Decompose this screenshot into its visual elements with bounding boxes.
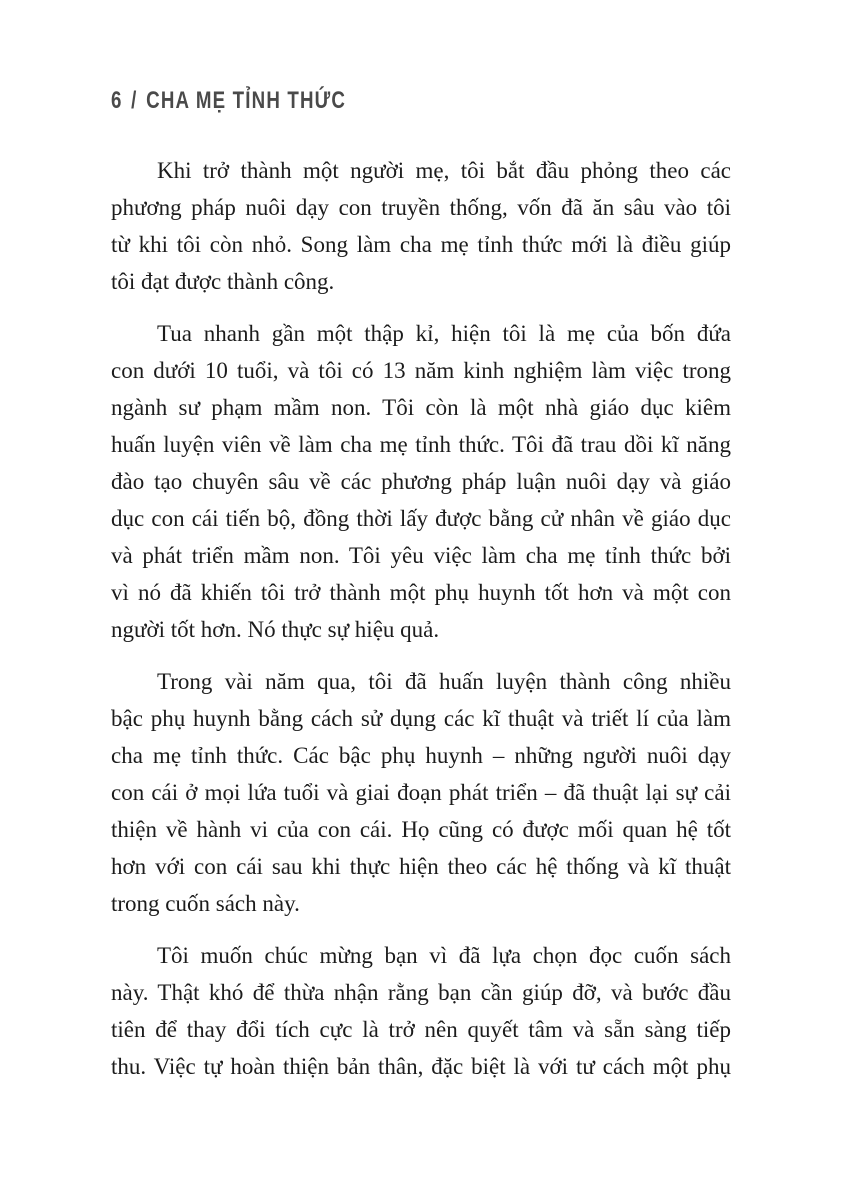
text-line: thu. Việc tự hoàn thiện bản thân, đặc biệt là với tư cách một phụ (111, 1054, 731, 1079)
page-content (111, 88, 731, 1085)
text-line: và phát triển mầm non. Tôi yêu việc làm cha mẹ tỉnh thức bởi (111, 543, 731, 568)
text-line: huấn luyện viên về làm cha mẹ tỉnh thức. Tôi đã trau dồi kĩ năng (111, 432, 731, 457)
running-title: CHA MẸ TỈNH THỨC (146, 87, 347, 114)
text-line: tiên để thay đổi tích cực là trở nên quyết tâm và sẵn sàng tiếp (111, 1017, 731, 1042)
text-line: dục con cái tiến bộ, đồng thời lấy được bằng cử nhân về giáo dục (111, 506, 731, 531)
page-body (111, 152, 731, 1085)
text-line: này. Thật khó để thừa nhận rằng bạn cần giúp đỡ, và bước đầu (111, 980, 731, 1005)
text-line: hơn với con cái sau khi thực hiện theo các hệ thống và kĩ thuật (111, 854, 731, 879)
text-line: phương pháp nuôi dạy con truyền thống, vốn đã ăn sâu vào tôi (111, 195, 731, 220)
paragraph (111, 937, 731, 1085)
text-line: vì nó đã khiến tôi trở thành một phụ huynh tốt hơn và một con (111, 580, 731, 605)
text-line: từ khi tôi còn nhỏ. Song làm cha mẹ tỉnh thức mới là điều giúp (111, 232, 731, 257)
page-number: 6 (111, 87, 123, 114)
text-line: con cái ở mọi lứa tuổi và giai đoạn phát triển – đã thuật lại sự cải (111, 780, 731, 805)
text-line: Tôi muốn chúc mừng bạn vì đã lựa chọn đọc cuốn sách (157, 943, 731, 968)
text-line: Khi trở thành một người mẹ, tôi bắt đầu phỏng theo các (157, 158, 731, 183)
text-line: bậc phụ huynh bằng cách sử dụng các kĩ thuật và triết lí của làm (111, 706, 731, 731)
text-line: Tua nhanh gần một thập kỉ, hiện tôi là mẹ của bốn đứa (157, 321, 731, 346)
text-line: tôi đạt được thành công. (111, 269, 335, 294)
running-header (111, 88, 595, 113)
paragraph (111, 152, 731, 300)
text-line: đào tạo chuyên sâu về các phương pháp luận nuôi dạy và giáo (111, 469, 731, 494)
text-line: ngành sư phạm mầm non. Tôi còn là một nhà giáo dục kiêm (111, 395, 731, 420)
text-line: trong cuốn sách này. (111, 891, 300, 916)
paragraph (111, 663, 731, 922)
header-separator: / (131, 87, 138, 114)
text-line: cha mẹ tỉnh thức. Các bậc phụ huynh – những người nuôi dạy (111, 743, 731, 768)
paragraph (111, 315, 731, 648)
text-line: người tốt hơn. Nó thực sự hiệu quả. (111, 617, 440, 642)
text-line: con dưới 10 tuổi, và tôi có 13 năm kinh nghiệm làm việc trong (111, 358, 731, 383)
text-line: Trong vài năm qua, tôi đã huấn luyện thành công nhiều (157, 669, 731, 694)
text-line: thiện về hành vi của con cái. Họ cũng có được mối quan hệ tốt (111, 817, 731, 842)
